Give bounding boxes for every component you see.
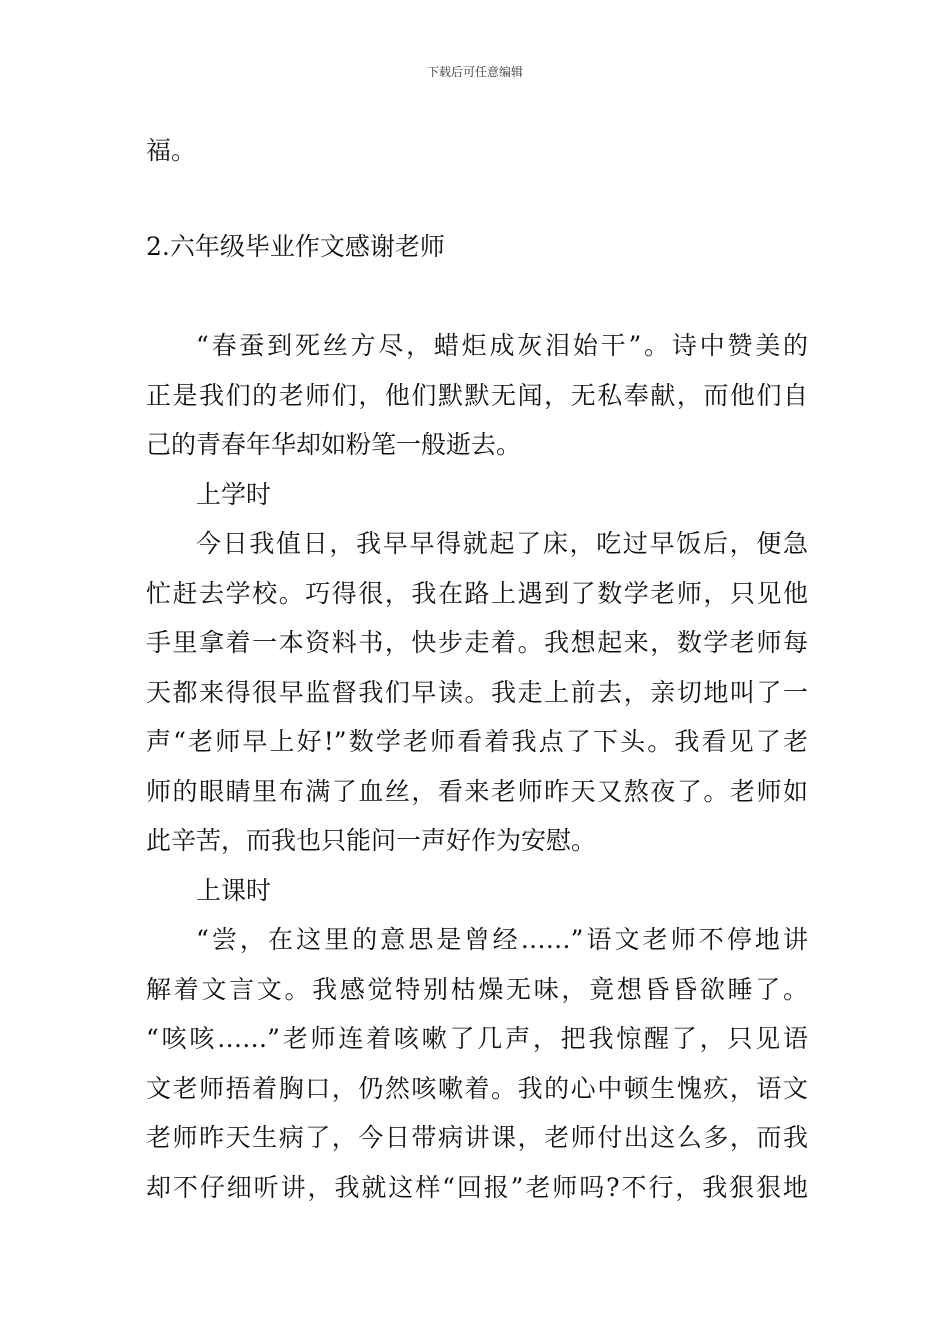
paragraph-line: 今日我值日，我早早得就起了床，吃过早饭后，便急 bbox=[196, 529, 808, 558]
paragraph-line: 此辛苦，而我也只能问一声好作为安慰。 bbox=[146, 826, 597, 855]
paragraph-line: 天都来得很早监督我们早读。我走上前去，亲切地叫了一 bbox=[146, 677, 808, 707]
paragraph-line: 手里拿着一本资料书，快步走着。我想起来，数学老师每 bbox=[146, 628, 808, 657]
paragraph-line: “尝，在这里的意思是曾经……”语文老师不停地讲 bbox=[196, 925, 808, 954]
text-line: 福。 bbox=[146, 136, 197, 165]
paragraph-line: “春蚕到死丝方尽，蜡炬成灰泪始干”。诗中赞美的 bbox=[196, 331, 808, 360]
paragraph-line: 忙赶去学校。巧得很，我在路上遇到了数学老师，只见他 bbox=[146, 578, 808, 608]
paragraph-line: 己的青春年华却如粉笔一般逝去。 bbox=[146, 430, 522, 459]
paragraph-line: 声“老师早上好!”数学老师看着我点了下头。我看见了老 bbox=[146, 727, 808, 756]
subheading: 上课时 bbox=[196, 875, 272, 905]
paragraph-line: 师的眼睛里布满了血丝，看来老师昨天又熬夜了。老师如 bbox=[146, 776, 808, 806]
paragraph-line: 老师昨天生病了，今日带病讲课，老师付出这么多，而我 bbox=[146, 1123, 808, 1152]
document-body bbox=[146, 126, 808, 1212]
paragraph-line: 文老师捂着胸口，仍然咳嗽着。我的心中顿生愧疚，语文 bbox=[146, 1073, 808, 1103]
subheading: 上学时 bbox=[196, 479, 272, 509]
paragraph-line: 正是我们的老师们，他们默默无闻，无私奉献，而他们自 bbox=[146, 380, 808, 410]
paragraph-line: “咳咳……”老师连着咳嗽了几声，把我惊醒了，只见语 bbox=[146, 1024, 808, 1053]
page-header-note: 下载后可任意编辑 bbox=[426, 65, 523, 79]
paragraph-line: 解着文言文。我感觉特别枯燥无味，竟想昏昏欲睡了。 bbox=[146, 974, 808, 1004]
paragraph-line: 却不仔细听讲，我就这样“回报”老师吗?不行，我狠狠地 bbox=[146, 1172, 808, 1202]
section-heading: 2.六年级毕业作文感谢老师 bbox=[146, 231, 445, 261]
